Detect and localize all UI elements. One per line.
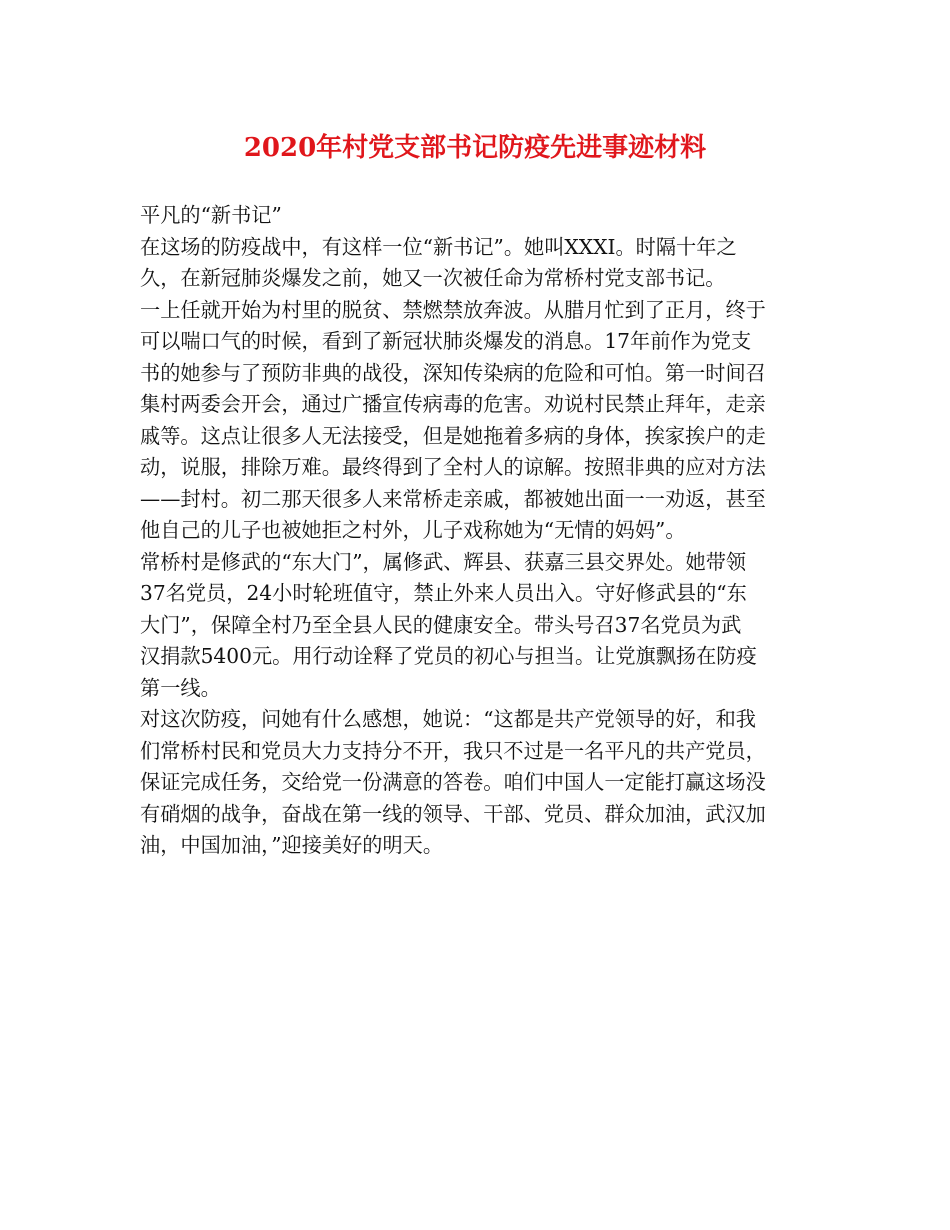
text-line: 常桥村是修武的“东大门”，属修武、辉县、获嘉三县交界处。她带领 [140,549,747,574]
text-line: 集村两委会开会，通过广播宣传病毒的危害。劝说村民禁止拜年，走亲 [140,392,766,416]
text-line: 平凡的“新书记” [140,203,282,227]
text-line: 书的她参与了预防非典的战役，深知传染病的危险和可怕。第一时间召 [140,360,766,385]
text-line: 在这场的防疫战中，有这样一位“新书记”。她叫XXXI。时隔十年之 [140,234,737,259]
text-line: 久，在新冠肺炎爆发之前，她又一次被任命为常桥村党支部书记。 [140,266,726,290]
text-line: 汉捐款5400元。用行动诠释了党员的初心与担当。让党旗飘扬在防疫 [140,644,757,668]
text-line: 有硝烟的战争，奋战在第一线的领导、干部、党员、群众加油，武汉加 [140,801,766,826]
document-body [140,200,820,862]
text-line: 动，说服，排除万难。最终得到了全村人的谅解。按照非典的应对方法 [140,455,766,479]
text-line: 大门”，保障全村乃至全县人民的健康安全。带头号召37名党员为武 [140,612,742,637]
document-title: 2020年村党支部书记防疫先进事迹材料 [243,133,707,163]
text-line: 油，中国加油，”迎接美好的明天。 [140,833,444,857]
text-line: 保证完成任务，交给党一份满意的答卷。咱们中国人一定能打赢这场没 [140,770,766,794]
text-line: 可以喘口气的时候，看到了新冠状肺炎爆发的消息。17年前作为党支 [140,329,752,353]
text-line: 第一线。 [140,675,221,700]
text-line: 37名党员，24小时轮班值守，禁止外来人员出入。守好修武县的“东 [140,581,747,605]
text-line: 他自己的儿子也被她拒之村外，儿子戏称她为“无情的妈妈”。 [140,518,686,542]
text-line: 对这次防疫，问她有什么感想，她说：“这都是共产党领导的好，和我 [140,707,756,731]
text-line: 一上任就开始为村里的脱贫、禁燃禁放奔波。从腊月忙到了正月，终于 [140,297,766,322]
text-line: 们常桥村民和党员大力支持分不开，我只不过是一名平凡的共产党员， [140,738,766,763]
text-line: 戚等。这点让很多人无法接受，但是她拖着多病的身体，挨家挨户的走 [140,423,766,448]
text-line: ——封村。初二那天很多人来常桥走亲戚，都被她出面一一劝返，甚至 [140,486,766,511]
